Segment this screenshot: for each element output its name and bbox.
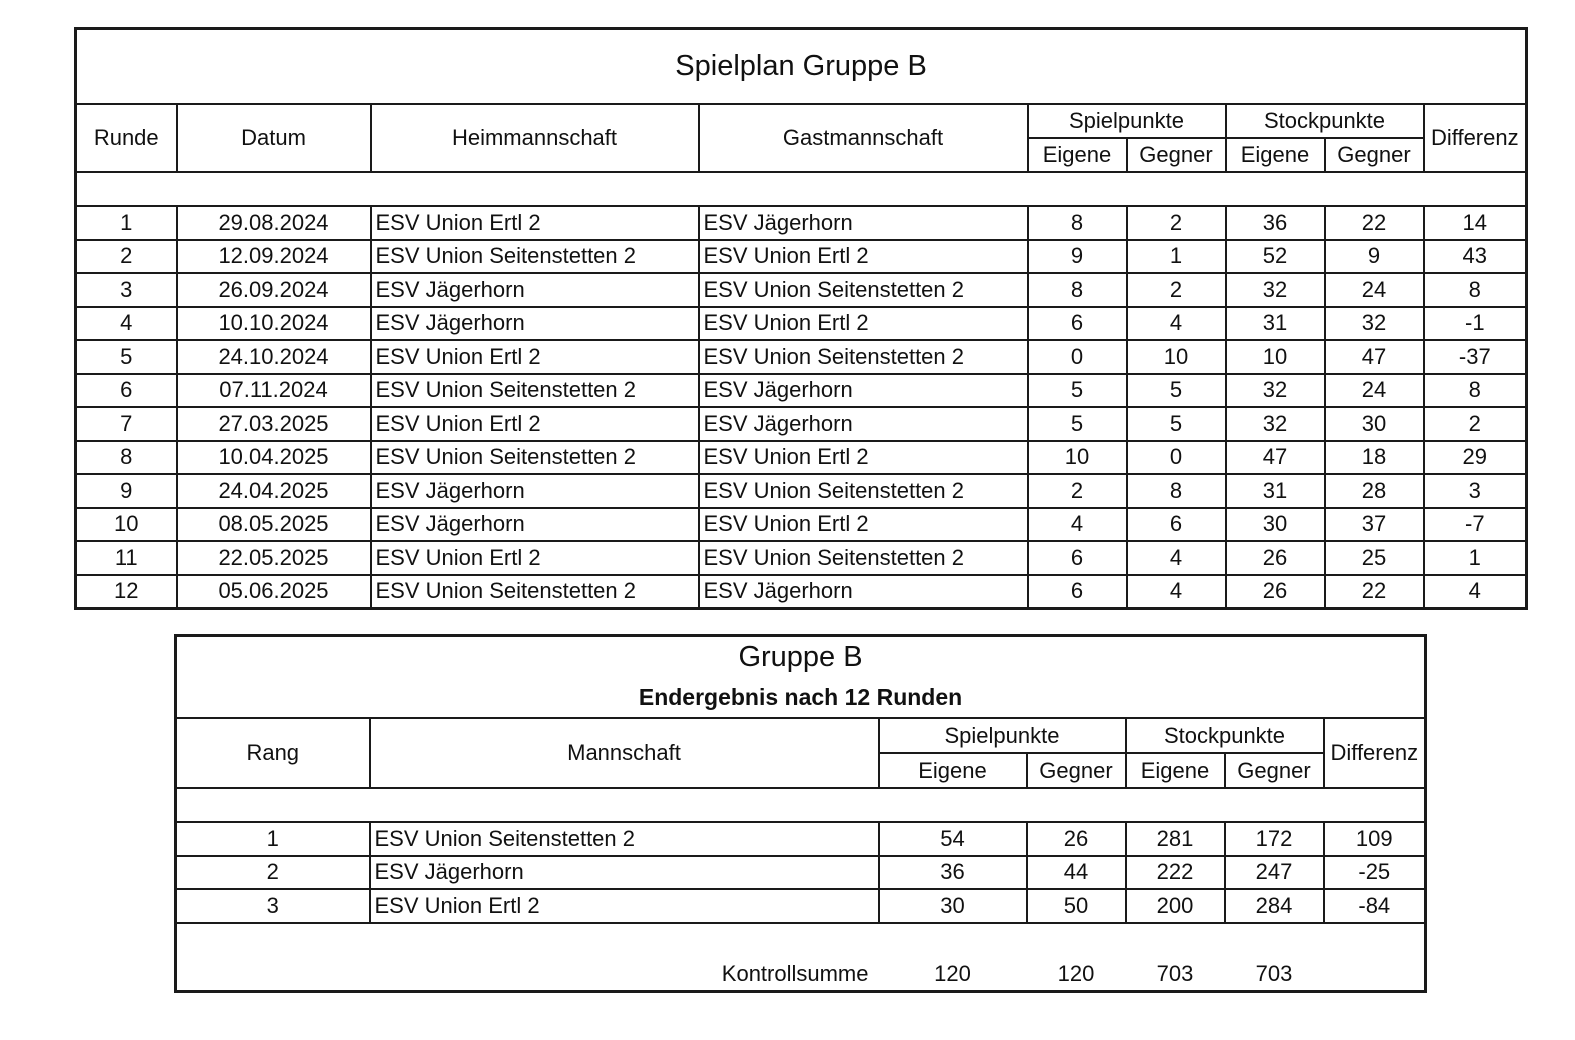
cell-round: 9 — [76, 474, 177, 508]
schedule-row — [76, 508, 1527, 542]
cell-sp-eigene: 30 — [879, 889, 1027, 923]
header-differenz: Differenz — [1424, 104, 1527, 172]
header-heimmannschaft: Heimmannschaft — [371, 104, 699, 172]
cell-home-team: ESV Jägerhorn — [371, 508, 699, 542]
cell-round: 10 — [76, 508, 177, 542]
cell-sp-gegner: 44 — [1027, 856, 1126, 890]
cell-sp-eigene: 5 — [1028, 407, 1127, 441]
cell-differenz: 109 — [1324, 822, 1426, 856]
cell-st-gegner: 172 — [1225, 822, 1324, 856]
cell-home-team: ESV Union Ertl 2 — [371, 541, 699, 575]
cell-away-team: ESV Union Seitenstetten 2 — [699, 340, 1028, 374]
header-sp-eigene: Eigene — [879, 753, 1027, 788]
header-st-gegner: Gegner — [1225, 753, 1324, 788]
cell-away-team: ESV Jägerhorn — [699, 206, 1028, 240]
cell-st-gegner: 284 — [1225, 889, 1324, 923]
cell-home-team: ESV Jägerhorn — [371, 273, 699, 307]
cell-round: 1 — [76, 206, 177, 240]
schedule-row — [76, 374, 1527, 408]
checksum-sp-eigene: 120 — [934, 960, 971, 986]
cell-differenz: 1 — [1424, 541, 1527, 575]
cell-round: 3 — [76, 273, 177, 307]
cell-st-eigene: 32 — [1226, 407, 1325, 441]
header-rang: Rang — [176, 718, 370, 788]
cell-date: 07.11.2024 — [177, 374, 371, 408]
cell-st-gegner: 18 — [1325, 441, 1424, 475]
cell-date: 12.09.2024 — [177, 240, 371, 274]
header-st-eigene: Eigene — [1226, 138, 1325, 172]
cell-differenz: 4 — [1424, 575, 1527, 609]
cell-round: 5 — [76, 340, 177, 374]
cell-home-team: ESV Jägerhorn — [371, 307, 699, 341]
schedule-body — [76, 206, 1527, 609]
cell-away-team: ESV Union Ertl 2 — [699, 441, 1028, 475]
schedule-title: Spielplan Gruppe B — [76, 29, 1527, 105]
standings-table — [174, 634, 1427, 993]
cell-sp-eigene: 54 — [879, 822, 1027, 856]
header-sp-eigene: Eigene — [1028, 138, 1127, 172]
cell-st-gegner: 37 — [1325, 508, 1424, 542]
cell-away-team: ESV Union Ertl 2 — [699, 240, 1028, 274]
checksum-empty — [176, 958, 370, 992]
cell-sp-gegner: 6 — [1127, 508, 1226, 542]
cell-sp-eigene: 5 — [1028, 374, 1127, 408]
cell-rank: 3 — [176, 889, 370, 923]
cell-st-eigene: 222 — [1126, 856, 1225, 890]
checksum-sp-gegner: 120 — [1057, 960, 1095, 986]
cell-round: 2 — [76, 240, 177, 274]
cell-sp-gegner: 5 — [1127, 374, 1226, 408]
cell-st-gegner: 22 — [1325, 206, 1424, 240]
cell-away-team: ESV Union Seitenstetten 2 — [699, 474, 1028, 508]
cell-date: 10.04.2025 — [177, 441, 371, 475]
cell-st-eigene: 26 — [1226, 575, 1325, 609]
schedule-row — [76, 474, 1527, 508]
cell-date: 22.05.2025 — [177, 541, 371, 575]
cell-st-gegner: 30 — [1325, 407, 1424, 441]
header-runde: Runde — [76, 104, 177, 172]
cell-st-gegner: 22 — [1325, 575, 1424, 609]
cell-sp-eigene: 6 — [1028, 541, 1127, 575]
cell-st-eigene: 52 — [1226, 240, 1325, 274]
schedule-row — [76, 273, 1527, 307]
cell-date: 10.10.2024 — [177, 307, 371, 341]
cell-st-gegner: 28 — [1325, 474, 1424, 508]
cell-date: 27.03.2025 — [177, 407, 371, 441]
cell-home-team: ESV Jägerhorn — [371, 474, 699, 508]
schedule-table — [74, 27, 1528, 610]
cell-st-gegner: 25 — [1325, 541, 1424, 575]
cell-sp-gegner: 4 — [1127, 307, 1226, 341]
cell-team: ESV Union Seitenstetten 2 — [370, 822, 879, 856]
spacer-row — [76, 172, 1527, 206]
cell-st-eigene: 26 — [1226, 541, 1325, 575]
schedule-row — [76, 307, 1527, 341]
header-st-gegner: Gegner — [1325, 138, 1424, 172]
cell-differenz: -37 — [1424, 340, 1527, 374]
cell-rank: 2 — [176, 856, 370, 890]
cell-st-gegner: 32 — [1325, 307, 1424, 341]
standings-row — [176, 822, 1426, 856]
cell-home-team: ESV Union Ertl 2 — [371, 340, 699, 374]
schedule-row — [76, 541, 1527, 575]
cell-date: 29.08.2024 — [177, 206, 371, 240]
cell-differenz: -7 — [1424, 508, 1527, 542]
cell-sp-eigene: 8 — [1028, 273, 1127, 307]
cell-rank: 1 — [176, 822, 370, 856]
cell-differenz: 29 — [1424, 441, 1527, 475]
standings-subtitle: Endergebnis nach 12 Runden — [176, 677, 1426, 718]
cell-sp-gegner: 10 — [1127, 340, 1226, 374]
cell-team: ESV Union Ertl 2 — [370, 889, 879, 923]
cell-differenz: -1 — [1424, 307, 1527, 341]
cell-sp-eigene: 6 — [1028, 575, 1127, 609]
cell-differenz: -25 — [1324, 856, 1426, 890]
cell-sp-gegner: 4 — [1127, 541, 1226, 575]
cell-home-team: ESV Union Seitenstetten 2 — [371, 441, 699, 475]
cell-sp-gegner: 5 — [1127, 407, 1226, 441]
cell-away-team: ESV Union Seitenstetten 2 — [699, 273, 1028, 307]
cell-st-gegner: 47 — [1325, 340, 1424, 374]
cell-away-team: ESV Jägerhorn — [699, 374, 1028, 408]
cell-home-team: ESV Union Ertl 2 — [371, 407, 699, 441]
cell-sp-eigene: 36 — [879, 856, 1027, 890]
cell-st-gegner: 24 — [1325, 374, 1424, 408]
cell-st-eigene: 36 — [1226, 206, 1325, 240]
cell-home-team: ESV Union Seitenstetten 2 — [371, 374, 699, 408]
cell-st-eigene: 47 — [1226, 441, 1325, 475]
cell-away-team: ESV Union Ertl 2 — [699, 307, 1028, 341]
cell-differenz: 8 — [1424, 273, 1527, 307]
cell-sp-eigene: 4 — [1028, 508, 1127, 542]
cell-away-team: ESV Union Ertl 2 — [699, 508, 1028, 542]
cell-st-gegner: 9 — [1325, 240, 1424, 274]
cell-st-gegner: 247 — [1225, 856, 1324, 890]
header-stockpunkte: Stockpunkte — [1226, 104, 1424, 138]
header-differenz: Differenz — [1324, 718, 1426, 788]
cell-date: 24.10.2024 — [177, 340, 371, 374]
header-gastmannschaft: Gastmannschaft — [699, 104, 1028, 172]
blank-row — [176, 923, 1426, 958]
cell-st-eigene: 32 — [1226, 374, 1325, 408]
cell-round: 11 — [76, 541, 177, 575]
checksum-st-eigene: 703 — [1156, 960, 1194, 986]
cell-st-eigene: 10 — [1226, 340, 1325, 374]
cell-differenz: 3 — [1424, 474, 1527, 508]
cell-differenz: 8 — [1424, 374, 1527, 408]
cell-away-team: ESV Jägerhorn — [699, 575, 1028, 609]
cell-sp-gegner: 2 — [1127, 273, 1226, 307]
header-st-eigene: Eigene — [1126, 753, 1225, 788]
schedule-row — [76, 206, 1527, 240]
cell-sp-eigene: 8 — [1028, 206, 1127, 240]
cell-round: 7 — [76, 407, 177, 441]
spacer-row — [176, 788, 1426, 822]
cell-sp-gegner: 26 — [1027, 822, 1126, 856]
cell-differenz: 43 — [1424, 240, 1527, 274]
checksum-st-gegner: 703 — [1255, 960, 1293, 986]
cell-sp-gegner: 4 — [1127, 575, 1226, 609]
cell-sp-gegner: 1 — [1127, 240, 1226, 274]
schedule-row — [76, 441, 1527, 475]
schedule-row — [76, 575, 1527, 609]
header-sp-gegner: Gegner — [1127, 138, 1226, 172]
header-spielpunkte: Spielpunkte — [1028, 104, 1226, 138]
cell-differenz: 14 — [1424, 206, 1527, 240]
header-sp-gegner: Gegner — [1027, 753, 1126, 788]
cell-team: ESV Jägerhorn — [370, 856, 879, 890]
cell-sp-gegner: 2 — [1127, 206, 1226, 240]
checksum-empty — [1324, 958, 1426, 992]
cell-round: 4 — [76, 307, 177, 341]
cell-date: 08.05.2025 — [177, 508, 371, 542]
standings-row — [176, 856, 1426, 890]
cell-st-eigene: 281 — [1126, 822, 1225, 856]
schedule-row — [76, 340, 1527, 374]
header-datum: Datum — [177, 104, 371, 172]
schedule-row — [76, 240, 1527, 274]
cell-sp-eigene: 6 — [1028, 307, 1127, 341]
cell-date: 24.04.2025 — [177, 474, 371, 508]
standings-title: Gruppe B — [176, 636, 1426, 678]
cell-sp-eigene: 2 — [1028, 474, 1127, 508]
cell-home-team: ESV Union Seitenstetten 2 — [371, 575, 699, 609]
cell-date: 05.06.2025 — [177, 575, 371, 609]
cell-sp-gegner: 0 — [1127, 441, 1226, 475]
cell-sp-eigene: 10 — [1028, 441, 1127, 475]
cell-round: 12 — [76, 575, 177, 609]
schedule-row — [76, 407, 1527, 441]
cell-sp-eigene: 9 — [1028, 240, 1127, 274]
cell-away-team: ESV Jägerhorn — [699, 407, 1028, 441]
cell-sp-gegner: 8 — [1127, 474, 1226, 508]
cell-date: 26.09.2024 — [177, 273, 371, 307]
cell-st-gegner: 24 — [1325, 273, 1424, 307]
cell-st-eigene: 32 — [1226, 273, 1325, 307]
cell-sp-eigene: 0 — [1028, 340, 1127, 374]
cell-home-team: ESV Union Seitenstetten 2 — [371, 240, 699, 274]
cell-differenz: 2 — [1424, 407, 1527, 441]
header-spielpunkte: Spielpunkte — [879, 718, 1126, 753]
standings-row — [176, 889, 1426, 923]
cell-round: 8 — [76, 441, 177, 475]
standings-body — [176, 822, 1426, 923]
cell-st-eigene: 31 — [1226, 474, 1325, 508]
cell-st-eigene: 30 — [1226, 508, 1325, 542]
header-stockpunkte: Stockpunkte — [1126, 718, 1324, 753]
cell-sp-gegner: 50 — [1027, 889, 1126, 923]
cell-st-eigene: 31 — [1226, 307, 1325, 341]
cell-round: 6 — [76, 374, 177, 408]
checksum-label: Kontrollsumme — [721, 960, 869, 986]
cell-st-eigene: 200 — [1126, 889, 1225, 923]
header-mannschaft: Mannschaft — [370, 718, 879, 788]
cell-differenz: -84 — [1324, 889, 1426, 923]
cell-away-team: ESV Union Seitenstetten 2 — [699, 541, 1028, 575]
cell-home-team: ESV Union Ertl 2 — [371, 206, 699, 240]
